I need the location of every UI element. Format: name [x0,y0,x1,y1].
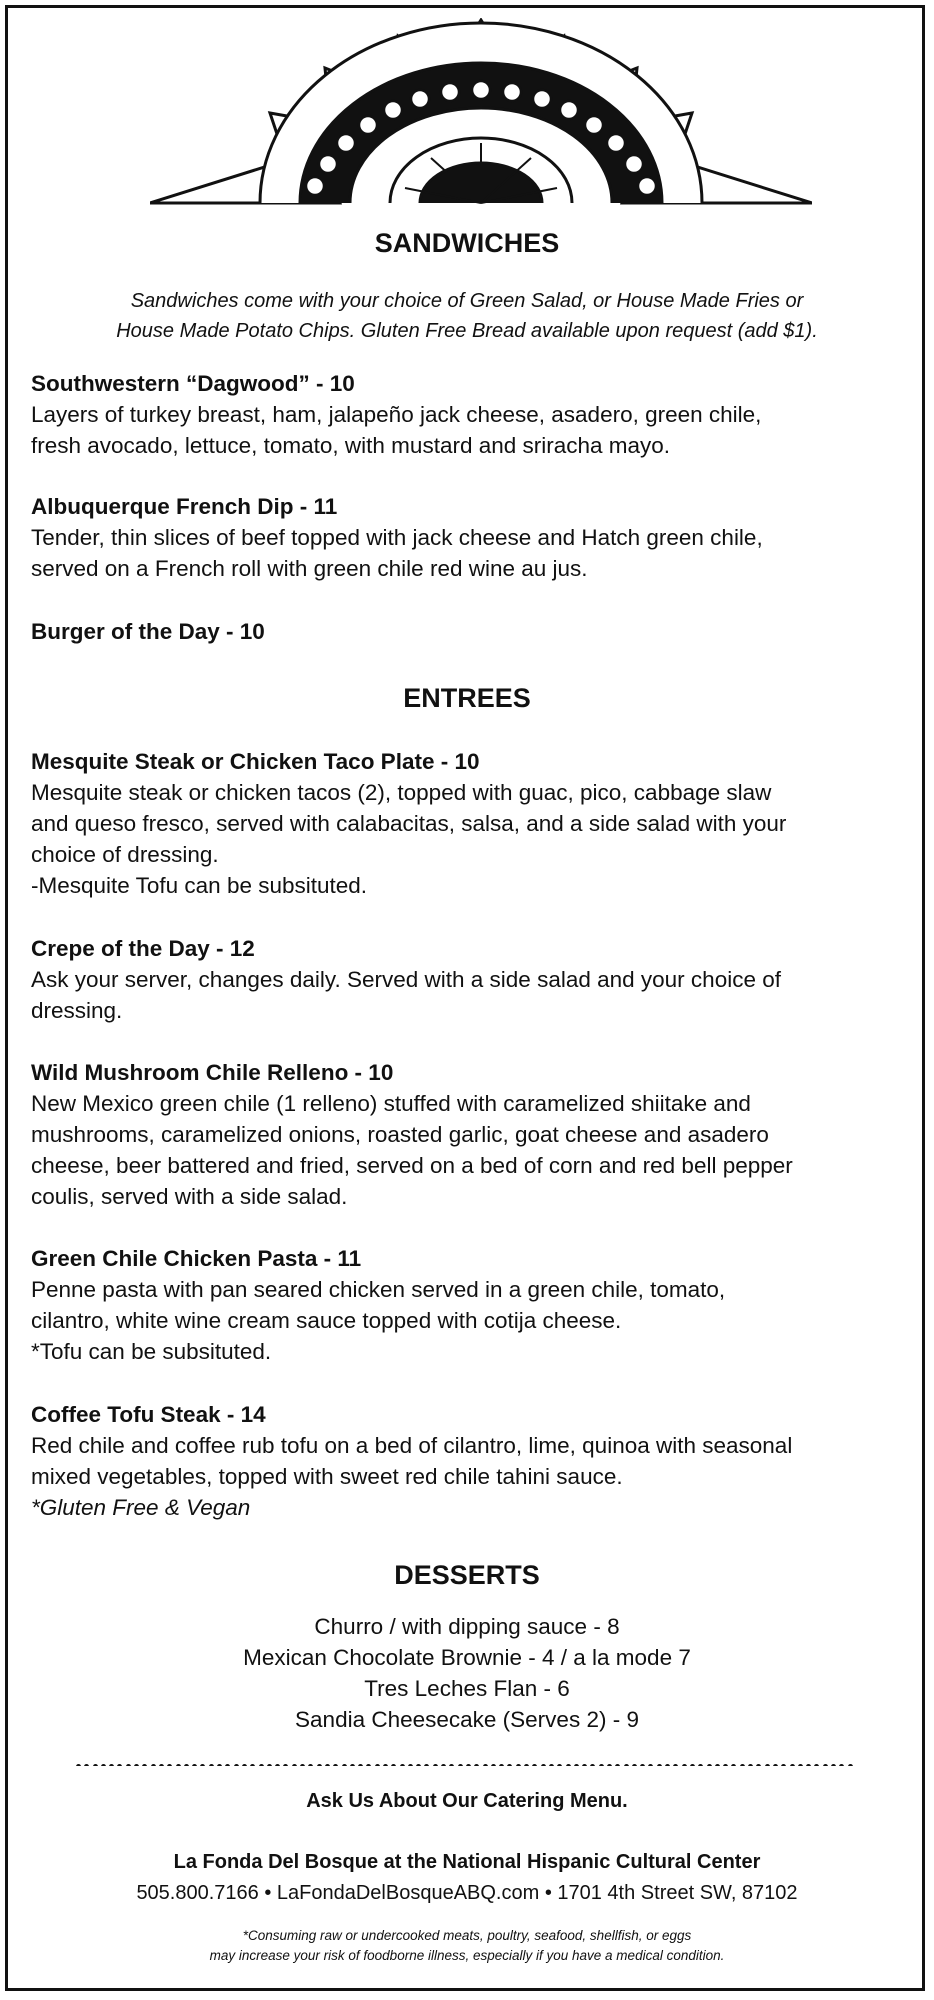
menu-item-title: Albuquerque French Dip - 11 [31,494,338,519]
divider-dot [557,1764,562,1766]
divider-dot [449,1764,454,1766]
divider-dot [275,1764,280,1766]
divider-dot [615,1764,620,1766]
divider-dot [267,1764,272,1766]
mandala-sun-logo-icon [150,18,812,208]
menu-item-chile-pasta [31,1243,911,1367]
divider-dot [300,1764,305,1766]
menu-item-crepe [31,933,911,1026]
menu-item-chile-relleno [31,1057,911,1212]
divider-dot [375,1764,380,1766]
divider-dot [590,1764,595,1766]
divider-dot [366,1764,371,1766]
divider-dot [549,1764,554,1766]
menu-item-dagwood [31,368,911,461]
divider-dot [416,1764,421,1766]
divider-dot [433,1764,438,1766]
divider-dot [516,1764,521,1766]
divider-dot [831,1764,836,1766]
divider-dot [466,1764,471,1766]
divider-dot [441,1764,446,1766]
divider-dot [167,1764,172,1766]
divider-dot [607,1764,612,1766]
divider-dot [715,1764,720,1766]
divider-dot [292,1764,297,1766]
divider-dot [176,1764,181,1766]
divider-dot [756,1764,761,1766]
menu-item-burger [31,616,911,647]
divider-dot [225,1764,230,1766]
divider-dot [532,1764,537,1766]
food-safety-disclaimer [0,1926,934,1966]
divider-dot [283,1764,288,1766]
divider-dot [773,1764,778,1766]
menu-item-title: Coffee Tofu Steak - 14 [31,1402,266,1427]
divider-dot [507,1764,512,1766]
divider-dot [814,1764,819,1766]
disclaimer-line: may increase your risk of foodborne illness, especially if you have a medical condition. [209,1948,725,1963]
dessert-item: Tres Leches Flan - 6 [364,1676,570,1701]
menu-item-title: Wild Mushroom Chile Relleno - 10 [31,1060,394,1085]
sandwiches-intro [40,286,894,346]
divider-dot [134,1764,139,1766]
divider-dot [848,1764,853,1766]
divider-dot [259,1764,264,1766]
divider-dot [599,1764,604,1766]
menu-item-french-dip [31,491,911,584]
divider-dot [582,1764,587,1766]
dotted-divider [76,1756,856,1766]
menu-item-note: *Gluten Free & Vegan [31,1495,251,1520]
divider-dot [474,1764,479,1766]
dessert-item: Sandia Cheesecake (Serves 2) - 9 [295,1707,639,1732]
menu-item-coffee-tofu [31,1399,911,1523]
divider-dot [142,1764,147,1766]
divider-dot [250,1764,255,1766]
divider-dot [76,1764,81,1766]
divider-dot [217,1764,222,1766]
menu-item-description: Tender, thin slices of beef topped with jack cheese and Hatch green chile, served on a French roll with green chile red wine au jus. [31,525,763,581]
menu-item-description: Ask your server, changes daily. Served with a side salad and your choice of dressing. [31,967,781,1023]
divider-dot [117,1764,122,1766]
menu-item-description: Penne pasta with pan seared chicken served in a green chile, tomato, cilantro, white wine cream sauce topped with cotija cheese. *Tofu can be subsituted. [31,1277,726,1364]
divider-dot [101,1764,106,1766]
divider-dot [541,1764,546,1766]
divider-dot [657,1764,662,1766]
sandwiches-intro-line: House Made Potato Chips. Gluten Free Bread available upon request (add $1). [116,320,818,342]
divider-dot [648,1764,653,1766]
menu-item-title: Mesquite Steak or Chicken Taco Plate - 10 [31,749,480,774]
divider-dot [632,1764,637,1766]
divider-dot [200,1764,205,1766]
divider-dot [806,1764,811,1766]
divider-dot [673,1764,678,1766]
menu-item-title: Burger of the Day - 10 [31,619,265,644]
divider-dot [740,1764,745,1766]
divider-dot [781,1764,786,1766]
divider-dot [400,1764,405,1766]
divider-dot [342,1764,347,1766]
divider-dot [408,1764,413,1766]
divider-dot [707,1764,712,1766]
divider-dot [109,1764,114,1766]
menu-item-title: Green Chile Chicken Pasta - 11 [31,1246,362,1271]
divider-dot [358,1764,363,1766]
contact-block [0,1847,934,1909]
divider-dot [184,1764,189,1766]
divider-dot [790,1764,795,1766]
divider-dot [192,1764,197,1766]
catering-note: Ask Us About Our Catering Menu. [306,1790,628,1812]
divider-dot [723,1764,728,1766]
disclaimer-line: *Consuming raw or undercooked meats, poultry, seafood, shellfish, or eggs [242,1928,692,1943]
divider-dot [209,1764,214,1766]
divider-dot [665,1764,670,1766]
divider-dot [242,1764,247,1766]
divider-dot [690,1764,695,1766]
divider-dot [151,1764,156,1766]
restaurant-name: La Fonda Del Bosque at the National Hispanic Cultural Center [173,1851,761,1873]
divider-dot [731,1764,736,1766]
divider-dot [93,1764,98,1766]
divider-dot [624,1764,629,1766]
divider-dot [84,1764,89,1766]
divider-dot [391,1764,396,1766]
divider-dot [839,1764,844,1766]
divider-dot [798,1764,803,1766]
divider-dot [499,1764,504,1766]
divider-dot [491,1764,496,1766]
menu-item-description: New Mexico green chile (1 relleno) stuffed with caramelized shiitake and mushrooms, caramelized onions, roasted garlic, goat cheese and asadero cheese, beer battered and fried, served on a bed of corn and red bell pepper coulis, served with a side salad. [31,1091,793,1209]
menu-item-title: Crepe of the Day - 12 [31,936,255,961]
divider-dot [823,1764,828,1766]
divider-dot [159,1764,164,1766]
entrees-heading: ENTREES [403,683,531,713]
divider-dot [483,1764,488,1766]
divider-dot [574,1764,579,1766]
sandwiches-intro-line: Sandwiches come with your choice of Green Salad, or House Made Fries or [130,290,804,312]
divider-dot [424,1764,429,1766]
divider-dot [333,1764,338,1766]
dessert-item: Churro / with dipping sauce - 8 [314,1614,620,1639]
sandwiches-heading: SANDWICHES [374,228,560,258]
menu-item-taco-plate [31,746,911,901]
divider-dot [383,1764,388,1766]
divider-dot [765,1764,770,1766]
dessert-item: Mexican Chocolate Brownie - 4 / a la mode 7 [243,1645,691,1670]
divider-dot [748,1764,753,1766]
divider-dot [524,1764,529,1766]
menu-item-description: Red chile and coffee rub tofu on a bed of cilantro, lime, quinoa with seasonal mixed vegetables, topped with sweet red chile tahini sauce. [31,1433,793,1489]
menu-item-title: Southwestern “Dagwood” - 10 [31,371,355,396]
desserts-heading: DESSERTS [394,1560,540,1590]
divider-dot [682,1764,687,1766]
divider-dot [698,1764,703,1766]
divider-dot [126,1764,131,1766]
divider-dot [458,1764,463,1766]
divider-dot [308,1764,313,1766]
divider-dot [317,1764,322,1766]
divider-dot [234,1764,239,1766]
menu-item-description: Layers of turkey breast, ham, jalapeño jack cheese, asadero, green chile, fresh avocado, lettuce, tomato, with mustard and sriracha mayo. [31,402,762,458]
menu-item-description: Mesquite steak or chicken tacos (2), topped with guac, pico, cabbage slaw and queso fresco, served with calabacitas, salsa, and a side salad with your choice of dressing. -Mesquite Tofu can be subsituted. [31,780,787,898]
divider-dot [640,1764,645,1766]
divider-dot [566,1764,571,1766]
desserts-list [0,1611,934,1735]
divider-dot [325,1764,330,1766]
divider-dot [350,1764,355,1766]
contact-details: 505.800.7166 • LaFondaDelBosqueABQ.com • 1701 4th Street SW, 87102 [136,1882,798,1904]
